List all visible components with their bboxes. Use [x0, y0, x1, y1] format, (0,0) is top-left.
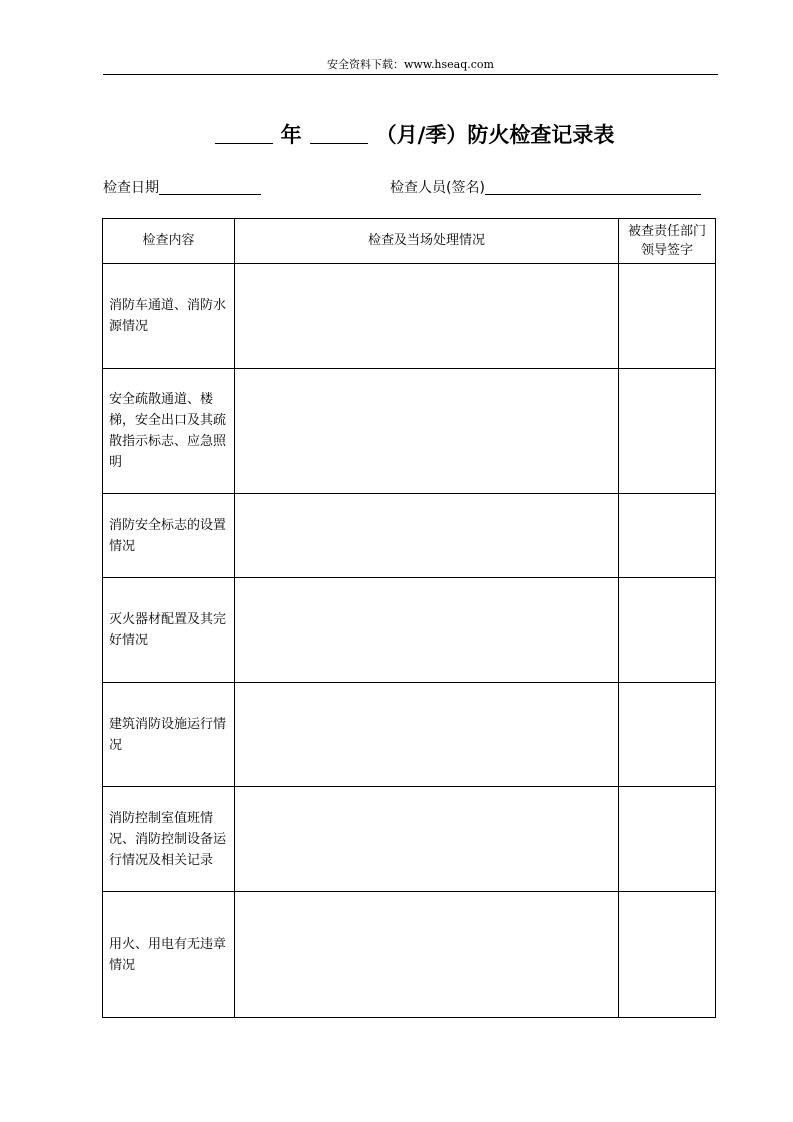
- table-row: [103, 369, 716, 494]
- row-signature-cell[interactable]: [619, 892, 716, 1018]
- year-blank[interactable]: [215, 119, 273, 144]
- row-signature-cell[interactable]: [619, 264, 716, 369]
- period-blank[interactable]: [310, 119, 368, 144]
- row-item: 消防控制室值班情况、消防控制设备运行情况及相关记录: [103, 787, 235, 892]
- year-label: 年: [280, 122, 302, 147]
- inspection-date-label: 检查日期: [103, 180, 159, 196]
- row-item: 消防车通道、消防水源情况: [103, 264, 235, 369]
- row-signature-cell[interactable]: [619, 683, 716, 787]
- row-result-cell[interactable]: [235, 787, 619, 892]
- row-result-cell[interactable]: [235, 494, 619, 578]
- column-header-signature: 被查责任部门领导签字: [619, 219, 716, 264]
- row-result-cell[interactable]: [235, 578, 619, 683]
- table-row: [103, 264, 716, 369]
- inspector-label: 检查人员(签名): [390, 180, 485, 196]
- row-result-cell[interactable]: [235, 683, 619, 787]
- row-item: 安全疏散通道、楼梯，安全出口及其疏散指示标志、应急照明: [103, 369, 235, 494]
- table-row: [103, 683, 716, 787]
- inspector-field: [390, 176, 701, 196]
- inspection-date-input[interactable]: [159, 176, 261, 195]
- row-signature-cell[interactable]: [619, 369, 716, 494]
- row-item: 用火、用电有无违章情况: [103, 892, 235, 1018]
- row-result-cell[interactable]: [235, 892, 619, 1018]
- row-signature-cell[interactable]: [619, 578, 716, 683]
- row-item: 消防安全标志的设置情况: [103, 494, 235, 578]
- row-signature-cell[interactable]: [619, 494, 716, 578]
- table-row: [103, 892, 716, 1018]
- column-header-content: 检查内容: [103, 219, 235, 264]
- row-item: 建筑消防设施运行情况: [103, 683, 235, 787]
- inspector-signature-input[interactable]: [485, 176, 701, 195]
- title-text: （月/季）防火检查记录表: [375, 122, 615, 147]
- table-row: [103, 787, 716, 892]
- inspection-date-field: [103, 176, 261, 196]
- page-header: 安全资料下载：www.hseaq.com: [103, 56, 718, 75]
- form-title: [103, 118, 718, 152]
- table-header-row: [103, 219, 716, 264]
- inspection-table: [102, 218, 716, 1018]
- column-header-result: 检查及当场处理情况: [235, 219, 619, 264]
- row-item: 灭火器材配置及其完好情况: [103, 578, 235, 683]
- table-row: [103, 494, 716, 578]
- row-result-cell[interactable]: [235, 264, 619, 369]
- row-signature-cell[interactable]: [619, 787, 716, 892]
- row-result-cell[interactable]: [235, 369, 619, 494]
- table-row: [103, 578, 716, 683]
